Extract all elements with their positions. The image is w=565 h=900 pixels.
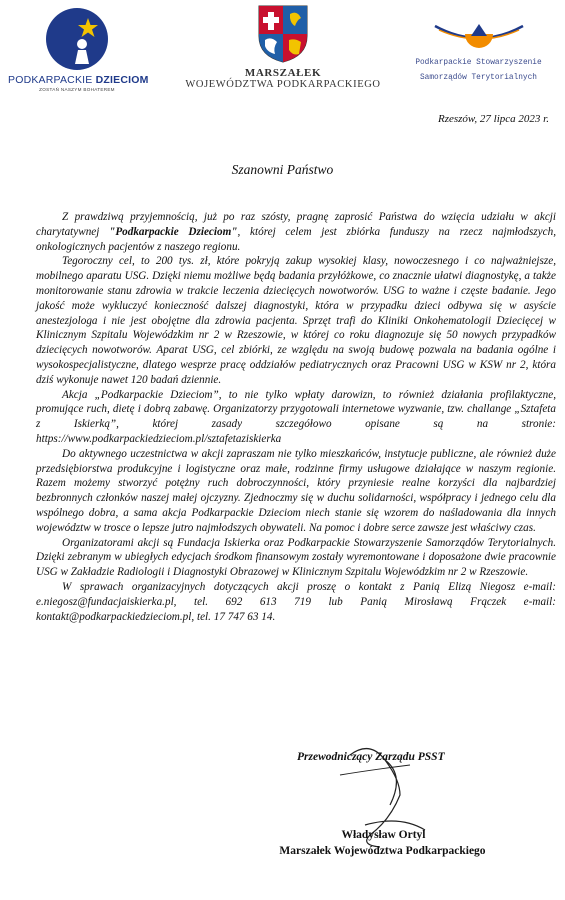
p1-text-pre: Z prawdziwą przyjemnością, już po raz szósty, pragnę zaprosić Państwa do wzięcia udziału w akcji charytatywnej bbox=[36, 211, 556, 238]
brand-main: PODKARPACKIE bbox=[8, 74, 93, 86]
child-moon-star-icon bbox=[42, 6, 112, 72]
paragraph-4: Do aktywnego uczestnictwa w akcji zapraszam nie tylko mieszkańców, instytucje publiczne, ale również duże przedsiębiorstwa produkcyjne i logistyczne oraz małe, rodzinne firmy usługowe działające w naszym regionie. Razem możemy stworzyć potężny ruch dobroczynności, który przyniesie realne korzyści dla najbardziej bezbronnych członków naszej małej ojczyzny. Zjednoczmy się w duchu solidarności, współpracy i jednego celu dla wspólnego dobra, a sama akcja Podkarpackie Dzieciom niech stanie się wzorem do naśladowania dla innych województw w trosce o lepsze jutro najmłodszych obywateli. Na pomoc i dobre serce zawsze jest właściwy czas. bbox=[36, 447, 556, 534]
signatory-role: Marszałek Województwa Podkarpackiego bbox=[279, 845, 486, 857]
logo-brand bbox=[8, 74, 149, 86]
podkarpackie-dzieciom-logo bbox=[8, 6, 149, 92]
marszalek-subtitle: WOJEWÓDZTWA PODKARPACKIEGO bbox=[185, 79, 381, 90]
campaign-name: "Podkarpackie Dzieciom" bbox=[109, 225, 238, 238]
letter-body bbox=[36, 210, 556, 624]
psst-name-line2: Samorządów Terytorialnych bbox=[420, 74, 537, 82]
paragraph-5: Organizatorami akcji są Fundacja Iskierka oraz Podkarpackie Stowarzyszenie Samorządów Terytorialnych. Dzięki zebranym w ubiegłych edycjach środkom finansowym zostały wyremontowane i doposażone dwie pracownie USG w Zakładzie Radiologii i Diagnostyki Obrazowej w Klinicznym Szpitalu Wojewódzkim nr 2 w Rzeszowie. bbox=[36, 536, 556, 579]
paragraph-1 bbox=[36, 210, 556, 254]
signatory-name: Władysław Ortyl bbox=[341, 829, 426, 841]
salutation: Szanowni Państwo bbox=[231, 162, 334, 177]
paragraph-6: W sprawach organizacyjnych dotyczących akcji proszę o kontakt z Panią Elizą Niegosz e-mail: e.niegosz@fundacjaiskierka.pl, tel. 692 613 719 lub Panią Mirosławą Frączek e-mail: kontakt@podkarpackiedzieciom.pl, tel. 17 747 63 14. bbox=[36, 580, 556, 623]
brand-bold: DZIECIOM bbox=[95, 74, 149, 86]
p1-text-post: , której celem jest zbiórka funduszy na rzecz najmłodszych, onkologicznych pacjentów z naszego regionu. bbox=[36, 225, 556, 253]
coat-of-arms-icon bbox=[257, 4, 309, 64]
letter-date: Rzeszów, 27 lipca 2023 r. bbox=[437, 113, 549, 125]
paragraph-2: Tegoroczny cel, to 200 tys. zł, które pokryją zakup wysokiej klasy, nowoczesnego i co najważniejsze, mobilnego aparatu USG. Dzięki niemu możliwe będą badania przyłóżkowe, co znacznie ułatwi diagnostykę, a także monitorowanie stanu zdrowia w trakcie leczenia dziecięcych nowotworów. USG to ważne i częste badanie. Jego jakość może wykluczyć konieczność dalszej diagnostyki, która w przypadku dzieci odbywa się w asyście anestezjologa i nie jest obojętne dla zdrowia pacjenta. Sprzęt trafi do Kliniki Onkohematologii Dziecięcej w Klinicznym Szpitalu Wojewódzkim nr 2 w Rzeszowie, w której co roku diagnozuje się 50 nowych przypadków dziecięcych nowotworów. Aparat USG, cel zbiórki, ze względu na swoją budowę pozwala na badania ogólne i wysokospecjalistyczne, dlatego wesprze pracę oddziałów pediatrycznych oraz Pracowni USG w KSW nr 2, która dziś wykonuje nawet 120 badań dziennie. bbox=[36, 255, 556, 386]
psst-name-line1: Podkarpackie Stowarzyszenie bbox=[415, 59, 542, 67]
logo-tagline: ZOSTAŃ NASZYM BOHATEREM bbox=[39, 87, 115, 92]
paragraph-3: Akcja „Podkarpackie Dzieciom”, to nie tylko wpłaty darowizn, to również działania profilaktyczne, promujące ruch, dietę i dobrą zabawę. Organizatorzy przygotowali internetowe wyzwanie, tzw. challange „Sztafeta z Iskierką”, której zasady szczegółowo opisane są na stronie: https://www.podkarpackiedzieciom.pl/sztafetaziskierka bbox=[36, 388, 556, 445]
psst-logo bbox=[396, 18, 561, 84]
sun-arc-icon bbox=[431, 18, 527, 54]
board-title: Przewodniczący Zarządu PSST bbox=[297, 751, 445, 763]
marszalek-logo bbox=[158, 4, 408, 90]
marszalek-title: MARSZAŁEK bbox=[244, 67, 322, 79]
